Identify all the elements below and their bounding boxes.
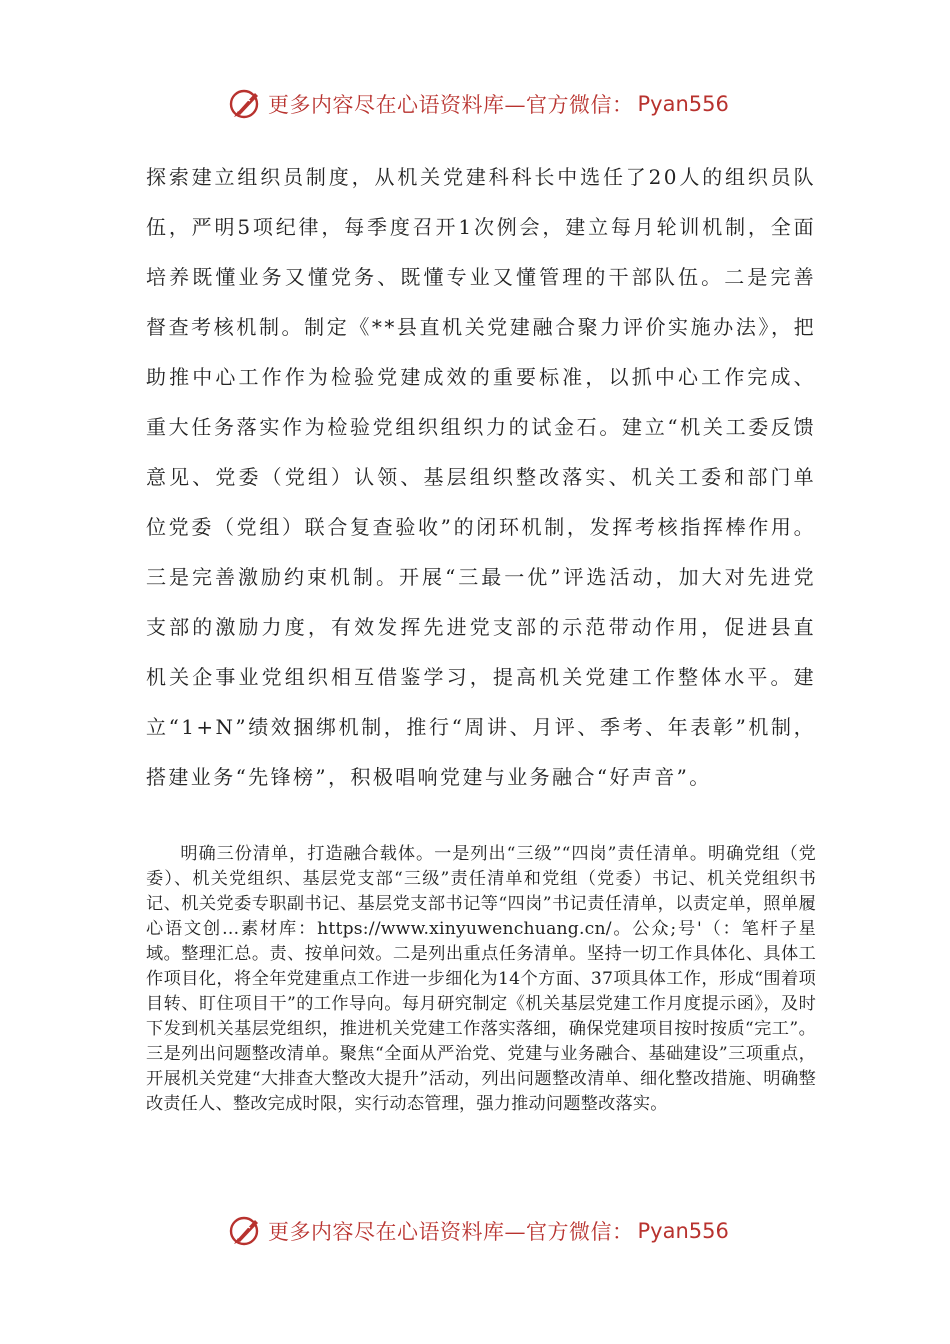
pen-logo-icon [228,86,264,122]
header-banner-text: 更多内容尽在心语资料库—官方微信： [268,93,634,117]
body-paragraph-1: 探索建立组织员制度，从机关党建科科长中选任了20人的组织员队伍，严明5项纪律，每季度召开1次例会，建立每月轮训机制，全面培养既懂业务又懂党务、既懂专业又懂管理的干部队伍。二是完善督查考核机制。制定《**县直机关党建融合聚力评价实施办法》，把助推中心工作作为检验党建成效的重要标准，以抓中心工作完成、重大任务落实作为检验党组织组织力的试金石。建立“机关工委反馈意见、党委（党组）认领、基层组织整改落实、机关工委和部门单位党委（党组）联合复查验收”的闭环机制，发挥考核指挥棒作用。三是完善激励约束机制。开展“三最一优”评选活动，加大对先进党支部的激励力度，有效发挥先进党支部的示范带动作用，促进县直机关企事业党组织相互借鉴学习，提高机关党建工作整体水平。建立“1+N”绩效捆绑机制，推行“周讲、月评、季考、年表彰”机制，搭建业务“先锋榜”，积极唱响党建与业务融合“好声音”。 [146,165,816,789]
header-banner [228,84,748,124]
footer-banner-wechat-id: Pyan556 [637,1219,729,1243]
footer-banner [228,1211,748,1251]
header-banner-wechat-id: Pyan556 [637,92,729,116]
pen-logo-icon [228,1213,264,1249]
body-paragraph-2: 明确三份清单，打造融合载体。一是列出“三级”“四岗”责任清单。明确党组（党委）、机关党组织、基层党支部“三级”责任清单和党组（党委）书记、机关党组织书记、机关党委专职副书记、基层党支部书记等“四岗”书记责任清单，以责定单，照单履心语文创…素材库：https://www.xinyuwenchuang.cn/。公众;号'（：笔杆子星域。整理汇总。责、按单问效。二是列出重点任务清单。坚持一切工作具体化、具体工作项目化，将全年党建重点工作进一步细化为14个方面、37项具体工作，形成“围着项目转、盯住项目干”的工作导向。每月研究制定《机关基层党建工作月度提示函》，及时下发到机关基层党组织，推进机关党建工作落实落细，确保党建项目按时按质“完工”。三是列出问题整改清单。聚焦“全面从严治党、党建与业务融合、基础建设”三项重点，开展机关党建“大排查大整改大提升”活动，列出问题整改清单、细化整改措施、明确整改责任人、整改完成时限，实行动态管理，强力推动问题整改落实。 [146,844,816,1114]
footer-banner-text: 更多内容尽在心语资料库—官方微信： [268,1220,634,1244]
